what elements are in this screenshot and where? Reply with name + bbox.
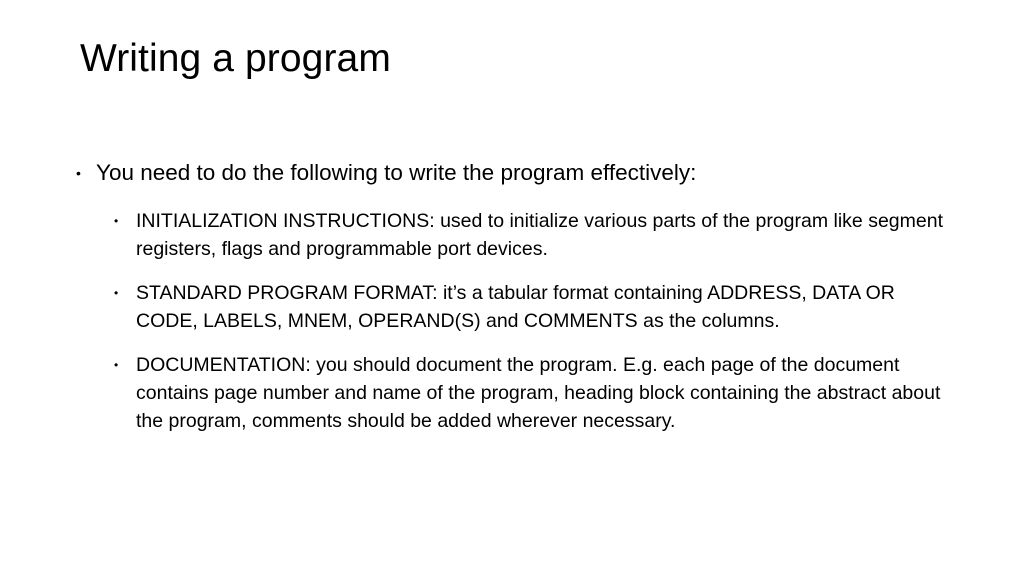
sub-bullet-list: [76, 207, 956, 435]
sub-bullet-item: [76, 207, 956, 263]
slide-body: [76, 155, 956, 451]
sub-bullet-text-documentation: DOCUMENTATION: you should document the program. E.g. each page of the document contains page number and name of the program, heading block containing the abstract about the program, comments should be added wherever necessary.: [136, 354, 941, 432]
slide-title: Writing a program: [80, 37, 391, 80]
sub-bullet-item: [76, 351, 956, 435]
sub-bullet-text-program-format: STANDARD PROGRAM FORMAT: it’s a tabular format containing ADDRESS, DATA OR CODE, LABELS, MNEM, OPERAND(S) and COMMENTS as the columns.: [136, 282, 895, 332]
main-bullet-item: [76, 155, 956, 191]
bullet-icon: •: [114, 358, 119, 372]
bullet-icon: •: [114, 214, 119, 228]
sub-bullet-text-initialization: INITIALIZATION INSTRUCTIONS: used to initialize various parts of the program like segment registers, flags and programmable port devices.: [136, 210, 943, 260]
bullet-icon: •: [114, 286, 119, 300]
main-bullet-text: You need to do the following to write the program effectively:: [96, 160, 697, 185]
bullet-icon: •: [76, 165, 81, 181]
sub-bullet-item: [76, 279, 956, 335]
